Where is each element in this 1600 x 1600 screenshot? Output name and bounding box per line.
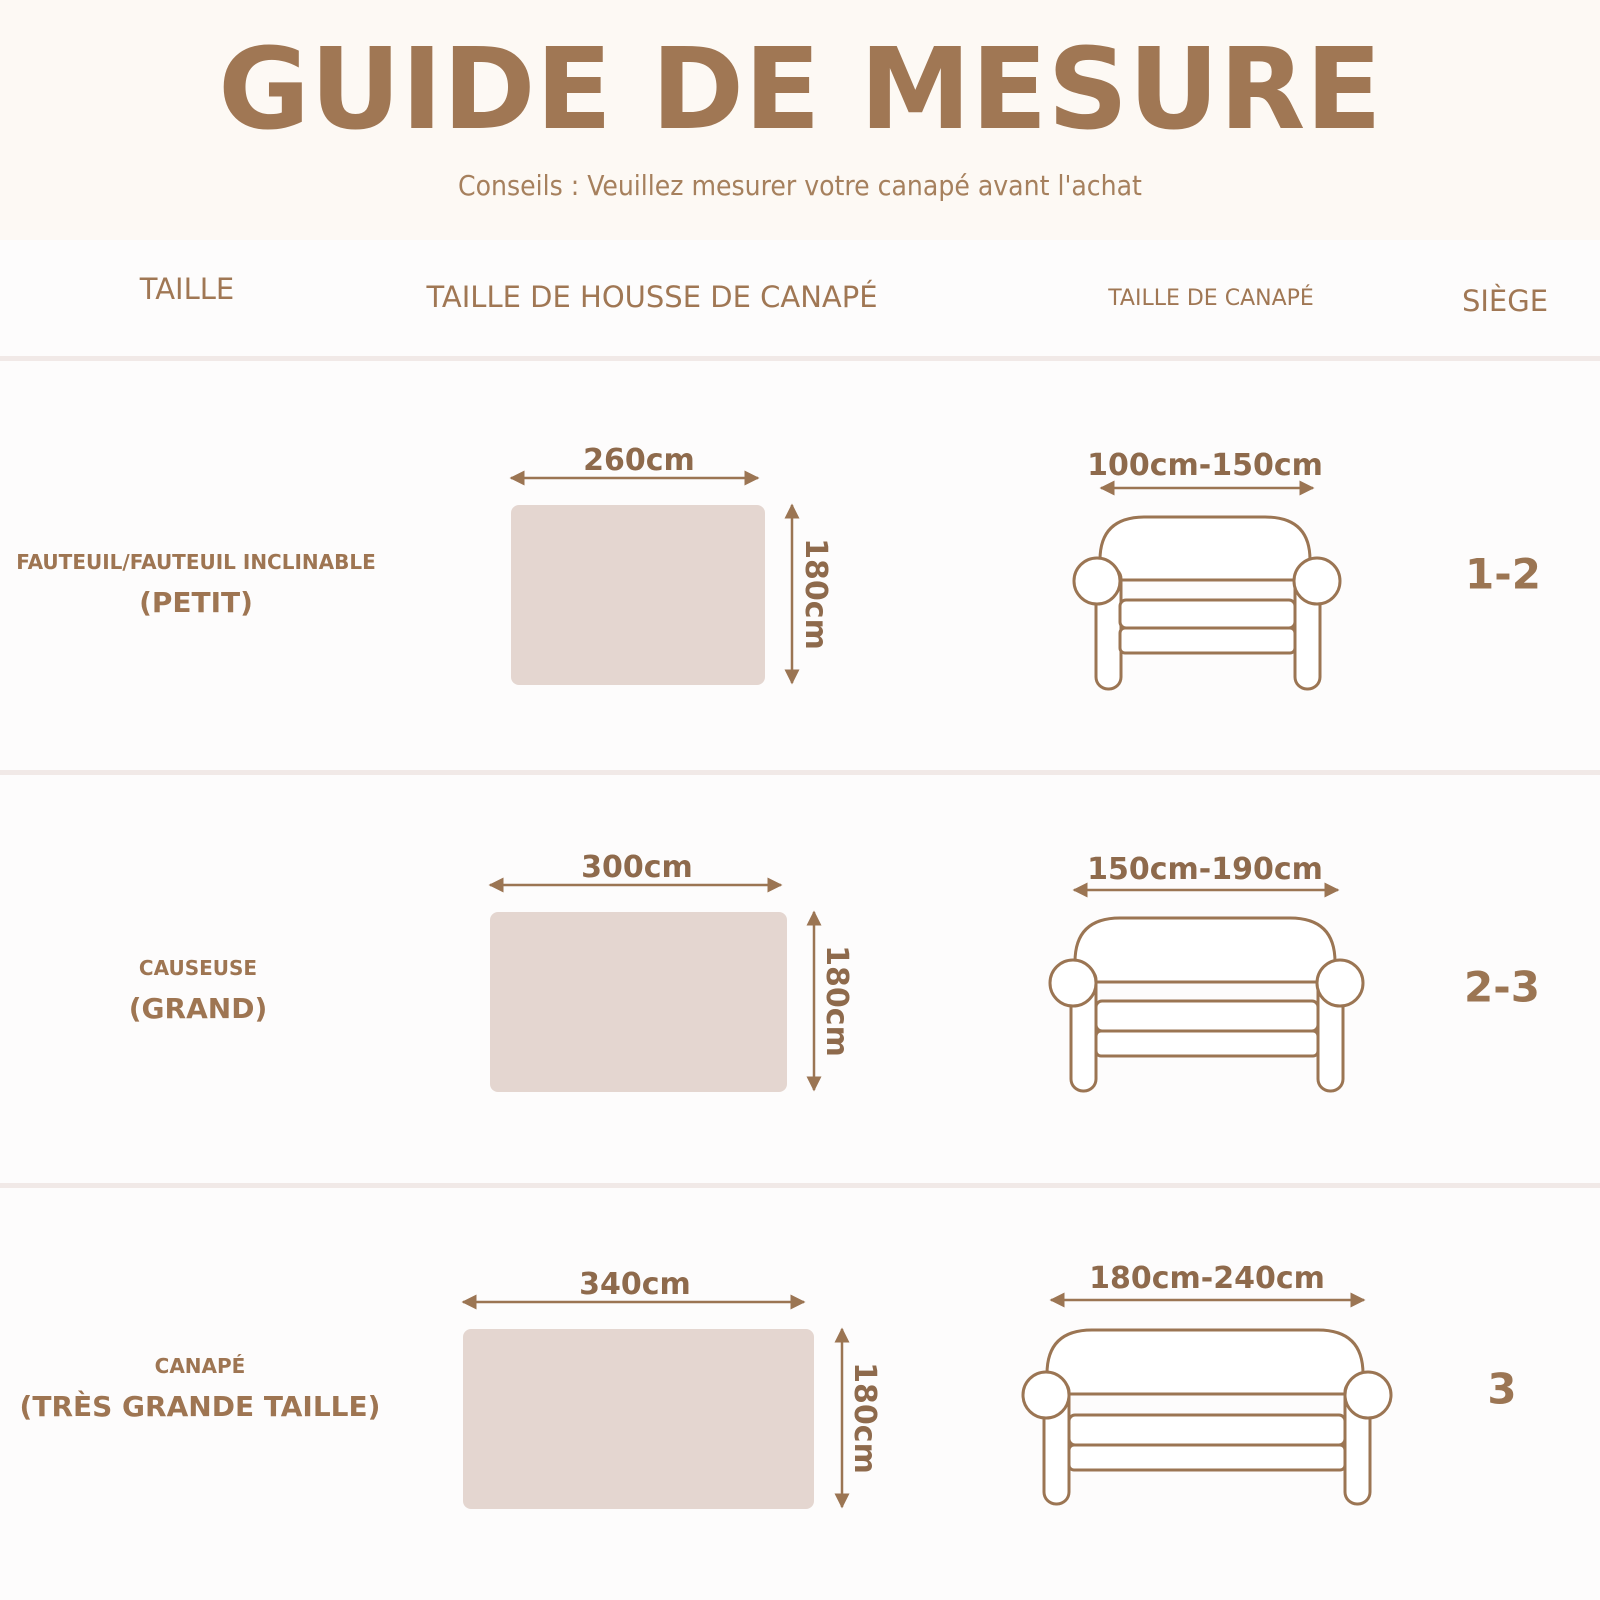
cover-rectangle: [490, 912, 787, 1092]
cover-rectangle: [463, 1329, 814, 1509]
row-size-category: (PETIT): [139, 586, 253, 619]
row-size-category: (GRAND): [128, 992, 268, 1025]
row-size-name: FAUTEUIL/FAUTEUIL INCLINABLE: [16, 550, 376, 574]
column-header-seat: SIÈGE: [1461, 284, 1549, 318]
armchair-icon: [1074, 448, 1340, 689]
cover-height-label: 180cm: [819, 945, 854, 1057]
column-header-cover-size: TAILLE DE HOUSSE DE CANAPÉ: [426, 280, 878, 314]
loveseat-icon: [1050, 852, 1363, 1091]
sofa-width-label: 100cm-150cm: [1087, 448, 1323, 483]
cover-diagram: [490, 850, 854, 1092]
row-seat-count: 1-2: [1465, 549, 1541, 599]
cover-width-label: 340cm: [579, 1267, 691, 1302]
row-seat-count: 2-3: [1464, 962, 1540, 1012]
row-size-category: (TRÈS GRANDE TAILLE): [19, 1390, 381, 1423]
page-title: GUIDE DE MESURE: [218, 25, 1382, 155]
row-size-name: CAUSEUSE: [138, 956, 258, 980]
cover-diagram: [463, 1267, 882, 1509]
cover-width-label: 300cm: [581, 850, 693, 885]
cover-height-label: 180cm: [798, 538, 833, 650]
column-header-size: TAILLE: [139, 272, 235, 306]
cover-rectangle: [511, 505, 765, 685]
cover-height-label: 180cm: [847, 1362, 882, 1474]
column-header-sofa-size: TAILLE DE CANAPÉ: [1108, 286, 1314, 311]
row-size-name: CANAPÉ: [154, 1354, 246, 1378]
page-subtitle: Conseils : Veuillez mesurer votre canapé avant l'achat: [458, 169, 1142, 202]
cover-width-label: 260cm: [583, 443, 695, 478]
sofa-width-label: 180cm-240cm: [1089, 1261, 1325, 1296]
cover-diagram: [511, 443, 833, 685]
row-seat-count: 3: [1487, 1364, 1517, 1414]
sofa-icon: [1023, 1261, 1391, 1504]
sofa-width-label: 150cm-190cm: [1087, 852, 1323, 887]
